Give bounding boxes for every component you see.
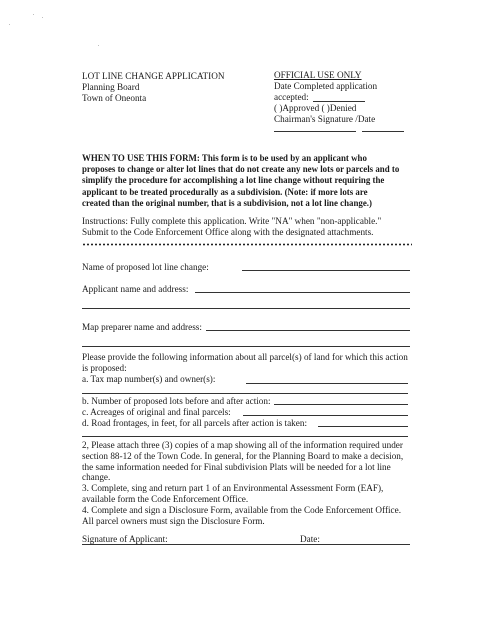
when-line: created than the original number, that is a subdivision, not a lot line change.) [82, 197, 372, 208]
dotted-separator [82, 243, 412, 246]
parcels-intro-1: Please provide the following information about all parcel(s) of land for which this action [82, 352, 408, 362]
parcels-item-c: c. Acreages of original and final parcels: [82, 407, 231, 417]
when-line: proposes to change or alter lot lines that do not create any new lots or parcels and to [82, 164, 400, 175]
instructions-line-2: Submit to the Code Enforcement Office along with the designated attachments. [82, 227, 374, 237]
scan-speck [98, 45, 99, 46]
map-preparer-field-line-2[interactable] [82, 346, 410, 347]
applicant-signature-label: Signature of Applicant: [82, 534, 168, 544]
item-4-line: 4. Complete and sign a Disclosure Form, available from the Code Enforcement Office. [82, 505, 402, 515]
item-3-line: 3. Complete, sing and return part 1 of an Environmental Assessment Form (EAF), [82, 483, 384, 493]
item-3-eaf [82, 483, 422, 505]
scan-speck [33, 14, 34, 15]
town-name: Town of Oneonta [82, 93, 147, 103]
item-2-line: section 88-12 of the Town Code. In general, for the Planning Board to make a decision, [82, 450, 404, 461]
item-2-line: the same information needed for Final subdivision Plats will be needed for a lot line [82, 461, 391, 472]
when-to-use-paragraph [82, 153, 422, 209]
lot-line-change-label: Name of proposed lot line change: [82, 262, 209, 272]
item-2-line: 2, Please attach three (3) copies of a map showing all of the information required under [82, 440, 403, 450]
road-frontages-field-line-2[interactable] [82, 436, 408, 437]
when-line: simplify the procedure for accomplishing a lot line change without requiring the [82, 175, 385, 186]
parcels-item-a: a. Tax map number(s) and owner(s): [82, 374, 216, 384]
parcels-intro-2: is proposed: [82, 363, 127, 373]
official-accepted: accepted: [274, 92, 309, 102]
applicant-signature-line[interactable] [82, 544, 410, 545]
official-approved-denied: ( )Approved ( )Denied [274, 103, 357, 113]
map-preparer-label: Map preparer name and address: [82, 322, 202, 332]
chairman-signature-line[interactable] [274, 131, 356, 132]
tax-map-field[interactable] [246, 383, 408, 384]
scan-speck [42, 17, 43, 18]
tax-map-field-line-2[interactable] [82, 393, 408, 394]
road-frontages-field[interactable] [318, 426, 408, 427]
item-2-attach-map [82, 440, 422, 483]
official-date-completed: Date Completed application [274, 81, 378, 91]
lot-line-change-field[interactable] [242, 270, 410, 271]
item-3-line: available form the Code Enforcement Office. [82, 493, 249, 504]
item-2-line: change. [82, 472, 111, 483]
parcels-item-b: b. Number of proposed lots before and after action: [82, 396, 271, 406]
form-title: LOT LINE CHANGE APPLICATION [82, 71, 225, 81]
parcels-item-d: d. Road frontages, in feet, for all parcels after action is taken: [82, 418, 308, 428]
map-preparer-field[interactable] [206, 330, 410, 331]
applicant-date-label: Date: [300, 534, 320, 544]
when-line: WHEN TO USE THIS FORM: This form is to be used by an applicant who [82, 153, 367, 163]
scan-speck [9, 24, 10, 25]
chairman-date-line[interactable] [362, 131, 404, 132]
applicant-field[interactable] [195, 292, 410, 293]
item-4-line: All parcel owners must sign the Disclosure Form. [82, 515, 265, 526]
applicant-label: Applicant name and address: [82, 284, 189, 294]
lots-before-after-field[interactable] [274, 404, 408, 405]
board-name: Planning Board [82, 82, 140, 92]
instructions-line-1: Instructions: Fully complete this application. Write "NA" when "non-applicable." [82, 216, 382, 226]
official-signature-label: Chairman's Signature /Date [274, 114, 376, 124]
applicant-field-line-2[interactable] [82, 308, 410, 309]
official-use-heading: OFFICIAL USE ONLY [274, 70, 362, 80]
acreages-field[interactable] [243, 415, 408, 416]
when-line: applicant to be treated procedurally as a subdivision. (Note: if more lots are [82, 186, 368, 197]
accepted-date-line[interactable] [313, 101, 365, 102]
item-4-disclosure [82, 505, 422, 527]
